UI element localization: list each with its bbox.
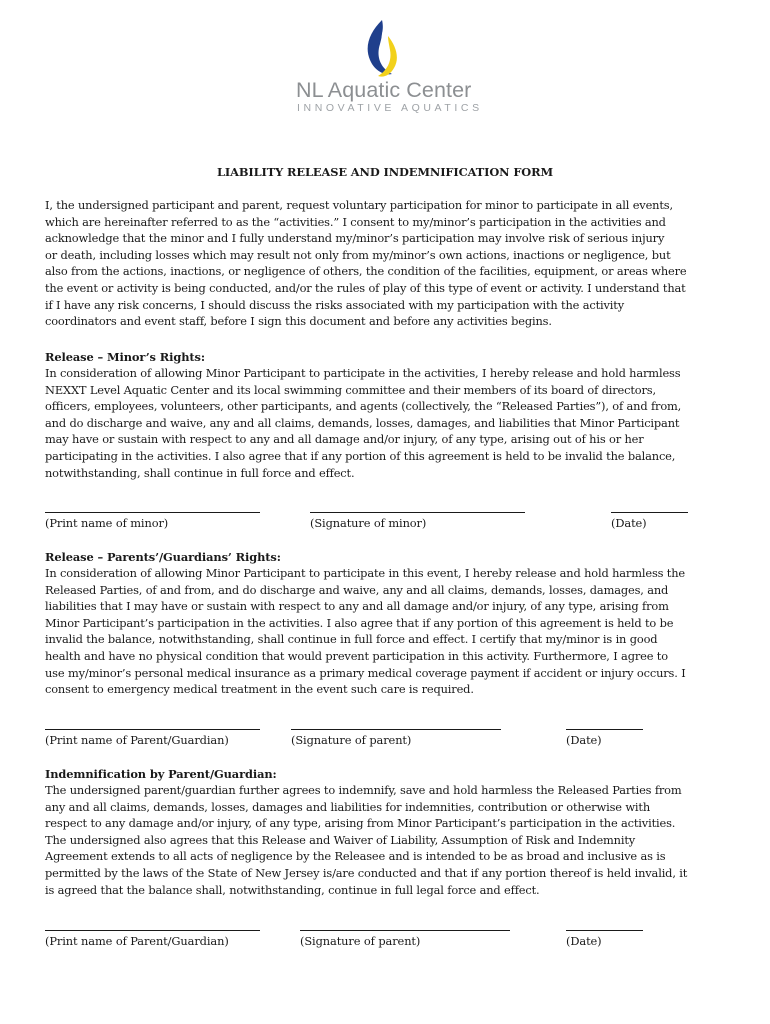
intro-paragraph [45,197,727,330]
paragraph-line: officers, employees, volunteers, other participants, and agents (collectively, the “Released Parties”), of and from, [45,399,682,414]
paragraph-line: any and all claims, demands, losses, damages and liabilities for indemnities, contribution or otherwise with [45,799,651,814]
date-parent-label-2: (Date) [566,934,602,948]
parent-rights-paragraph [45,565,727,698]
logo-name: NL Aquatic Center [296,78,472,102]
paragraph-line: Agreement extends to all acts of negligence by the Releasee and is intended to be as broad and inclusive as is [45,849,666,864]
paragraph-line: The undersigned also agrees that this Release and Waiver of Liability, Assumption of Risk and Indemnity [45,832,636,847]
paragraph-line: respect to any damage and/or injury, of any type, arising from Minor Participant’s participation in the activities. [45,816,676,831]
section-heading-minor-rights: Release – Minor’s Rights: [45,350,205,364]
intro-line: if I have any risk concerns, I should discuss the risks associated with my participation with the activity [45,297,625,312]
intro-line: acknowledge that the minor and I fully understand my/minor’s participation may involve risk of serious injury [45,231,665,246]
paragraph-line: health and have no physical condition that would prevent participation in this activity. Furthermore, I agree to [45,648,668,663]
logo [0,18,770,118]
print-name-guardian-label-2: (Print name of Parent/Guardian) [45,934,229,948]
paragraph-line: NEXXT Level Aquatic Center and its local swimming committee and their members of its board of directors, [45,382,656,397]
date-parent-line[interactable] [566,729,643,730]
paragraph-line: consent to emergency medical treatment in the event such care is required. [45,682,474,697]
indemnification-paragraph [45,782,727,898]
intro-line: I, the undersigned participant and parent, request voluntary participation for minor to participate in all events, [45,198,673,212]
paragraph-line: invalid the balance, notwithstanding, shall continue in full force and effect. I certify that my/minor is in good [45,632,658,647]
paragraph-line: and do discharge and waive, any and all claims, demands, losses, damages, and liabilities that Minor Participant [45,415,680,430]
paragraph-line: Minor Participant’s participation in the activities. I also agree that if any portion of this agreement is held to be [45,615,674,630]
intro-line: the event or activity is being conducted, and/or the rules of play of this type of event or activity. I understand that [45,280,686,295]
paragraph-line: notwithstanding, shall continue in full force and effect. [45,465,355,480]
print-name-guardian-line[interactable] [45,729,260,730]
date-parent-label: (Date) [566,733,602,747]
flame-logo-icon [362,18,402,82]
paragraph-line: is agreed that the balance shall, notwithstanding, continue in full legal force and effect. [45,882,540,897]
intro-line: coordinators and event staff, before I sign this document and before any activities begins. [45,314,552,329]
date-minor-line[interactable] [611,512,688,513]
section-heading-indemnification: Indemnification by Parent/Guardian: [45,767,277,781]
paragraph-line: may have or sustain with respect to any and all damage and/or injury, of any type, arising out of his or her [45,432,644,447]
intro-line: also from the actions, inactions, or negligence of others, the condition of the facilities, equipment, or areas where [45,264,687,279]
paragraph-line: permitted by the laws of the State of New Jersey is/are conducted and that if any portion thereof is held invalid, it [45,865,688,880]
paragraph-line: In consideration of allowing Minor Participant to participate in this event, I hereby release and hold harmless the [45,566,686,580]
logo-tagline: INNOVATIVE AQUATICS [297,102,483,114]
paragraph-line: use my/minor’s personal medical insurance as a primary medical coverage payment if accident or injury occurs. I [45,665,686,680]
signature-minor-line[interactable] [310,512,525,513]
signature-parent-label: (Signature of parent) [291,733,412,747]
print-name-minor-line[interactable] [45,512,260,513]
intro-line: or death, including losses which may result not only from my/minor’s own actions, inactions or negligence, but [45,247,671,262]
signature-minor-label: (Signature of minor) [310,516,427,530]
intro-line: which are hereinafter referred to as the “activities.” I consent to my/minor’s participation in the activities and [45,214,666,229]
paragraph-line: The undersigned parent/guardian further agrees to indemnify, save and hold harmless the Released Parties from [45,783,682,797]
signature-parent-line[interactable] [291,729,501,730]
paragraph-line: In consideration of allowing Minor Participant to participate in the activities, I hereby release and hold harmless [45,366,681,380]
paragraph-line: Released Parties, of and from, and do discharge and waive, any and all claims, demands, losses, damages, and [45,582,669,597]
form-title: LIABILITY RELEASE AND INDEMNIFICATION FORM [216,165,554,179]
print-name-guardian-label: (Print name of Parent/Guardian) [45,733,229,747]
paragraph-line: liabilities that I may have or sustain with respect to any and all damage and/or injury, of any type, arising from [45,599,669,614]
print-name-minor-label: (Print name of minor) [45,516,169,530]
signature-parent-label-2: (Signature of parent) [300,934,421,948]
date-minor-label: (Date) [611,516,647,530]
paragraph-line: participating in the activities. I also agree that if any portion of this agreement is held to be invalid the balance, [45,448,676,463]
date-parent-line-2[interactable] [566,930,643,931]
minor-rights-paragraph [45,365,727,481]
print-name-guardian-line-2[interactable] [45,930,260,931]
signature-parent-line-2[interactable] [300,930,510,931]
section-heading-parent-rights: Release – Parents’/Guardians’ Rights: [45,550,281,564]
